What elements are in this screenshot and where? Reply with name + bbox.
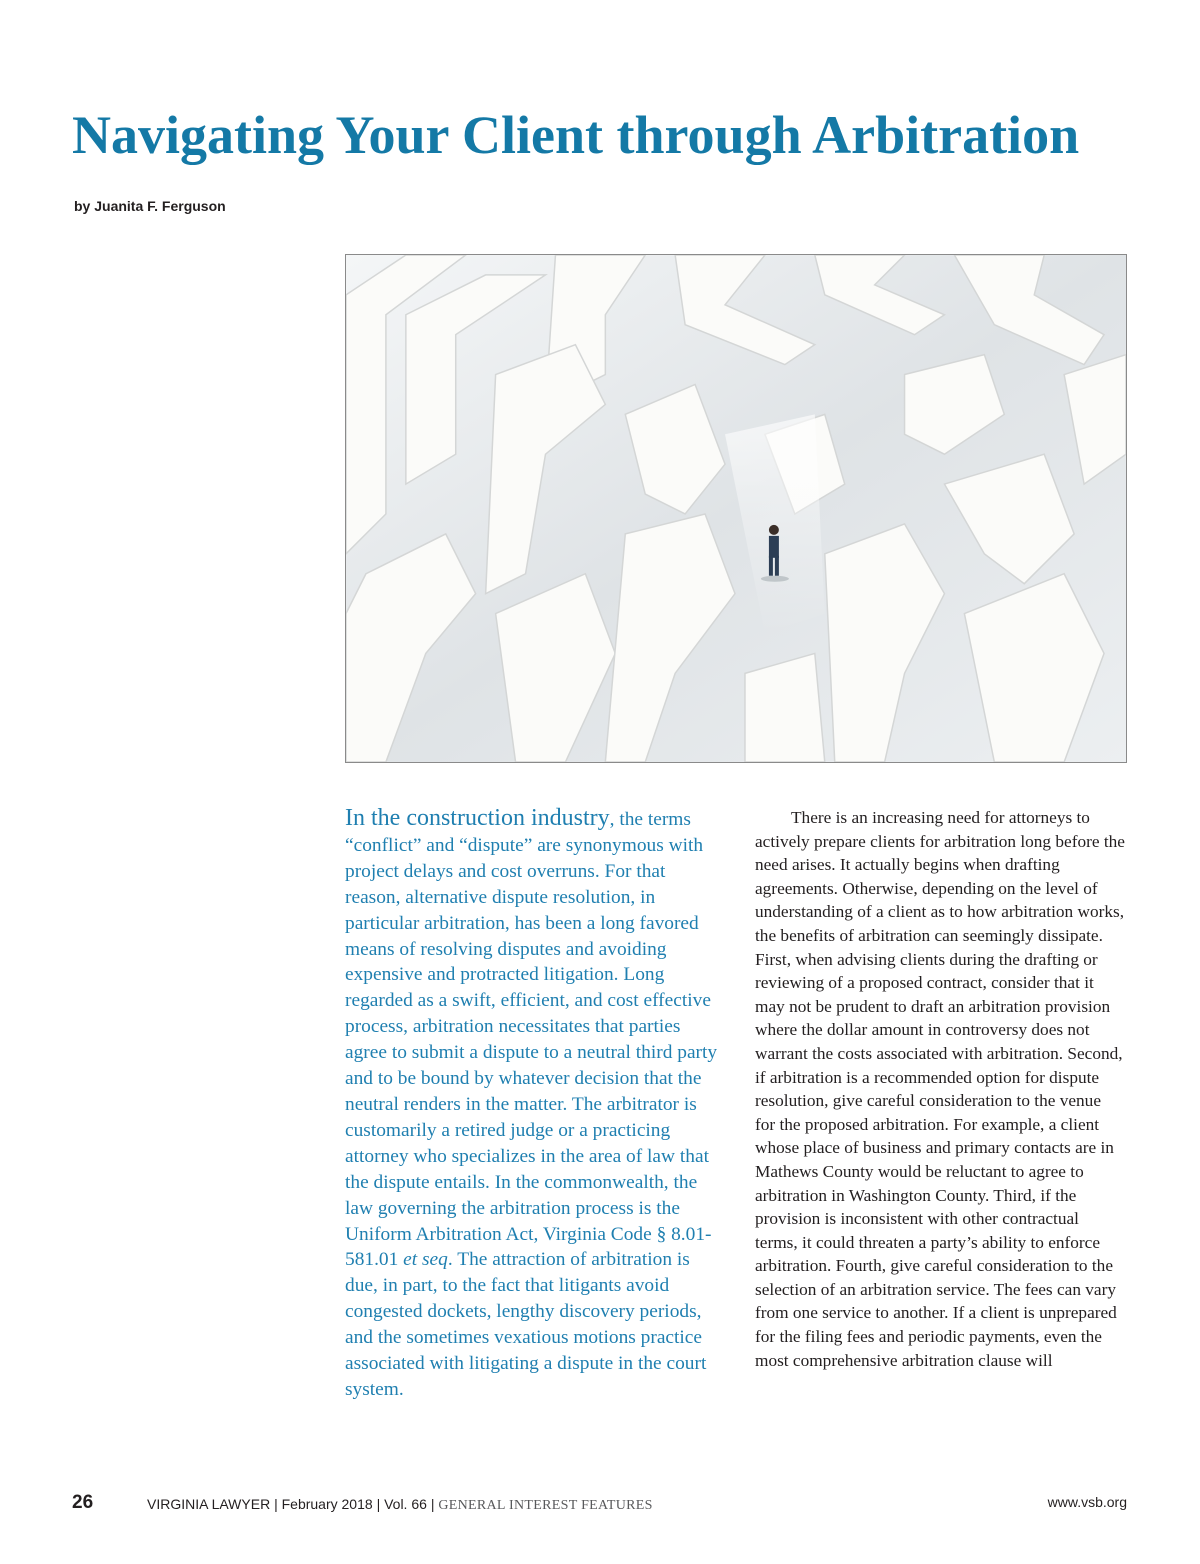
left-column-body-continued: . The attraction of arbitration is due, in part, to the fact that litigants avoid congested dockets, lengthy discovery periods, and the sometimes vexatious motions practice associated with litigating a dispute in the court system. xyxy=(345,1249,707,1400)
right-column-body: There is an increasing need for attorneys to actively prepare clients for arbitration long before the need arises. It actually begins when drafting agreements. Otherwise, depending on the level of understanding of a client as to how arbitration works, the benefits of arbitration can seemingly dissipate. First, when advising clients during the drafting or reviewing of a proposed contract, consider that it may not be prudent to draft an arbitration provision where the dollar amount in controversy does not warrant the costs associated with arbitration. Second, if arbitration is a recommended option for dispute resolution, give careful consideration to the venue for the proposed arbitration. For example, a client whose place of business and primary contacts are in Mathews County would be reluctant to agree to arbitration in Washington County. Third, if the provision is inconsistent with other contractual terms, it could threaten a party’s ability to enforce arbitration. Fourth, give careful consideration to the selection of an arbitration service. The fees can vary from one service to another. If a client is unprepared for the filing fees and periodic payments, even the most comprehensive arbitration clause will xyxy=(755,808,1125,1370)
footer-separator: | xyxy=(430,1496,435,1512)
footer-publication: VIRGINIA LAWYER xyxy=(147,1496,271,1512)
left-column-text xyxy=(345,806,723,1403)
italic-et-seq: et seq xyxy=(403,1249,448,1271)
footer-website[interactable]: www.vsb.org xyxy=(1047,1494,1127,1510)
footer-date: February 2018 xyxy=(281,1496,373,1512)
footer-volume: Vol. 66 xyxy=(384,1496,427,1512)
footer-publication-info xyxy=(147,1494,653,1516)
left-column-body: , the terms “conflict” and “dispute” are synonymous with project delays and cost overruns. For that reason, alternative dispute resolution, in particular arbitration, has been a long favored means of resolving disputes and avoiding expensive and protracted litigation. Long regarded as a swift, efficient, and cost effective process, arbitration necessitates that parties agree to submit a dispute to a neutral third party and to be bound by whatever decision that the neutral renders in the matter. The arbitrator is customarily a retired judge or a practicing attorney who specializes in the area of law that the dispute entails. In the commonwealth, the law governing the arbitration process is the Uniform Arbitration Act, Virginia Code § 8.01-581.01 xyxy=(345,809,718,1271)
maze-photo xyxy=(345,254,1127,763)
article-title: Navigating Your Client through Arbitration xyxy=(72,105,1080,165)
byline: by Juanita F. Ferguson xyxy=(74,198,226,214)
page-number: 26 xyxy=(72,1492,94,1513)
right-column-text xyxy=(755,806,1125,1372)
footer-separator: | xyxy=(274,1496,278,1512)
lead-in-phrase: In the construction industry xyxy=(345,805,610,831)
footer-separator: | xyxy=(376,1496,381,1512)
footer-section: GENERAL INTEREST FEATURES xyxy=(438,1498,653,1513)
